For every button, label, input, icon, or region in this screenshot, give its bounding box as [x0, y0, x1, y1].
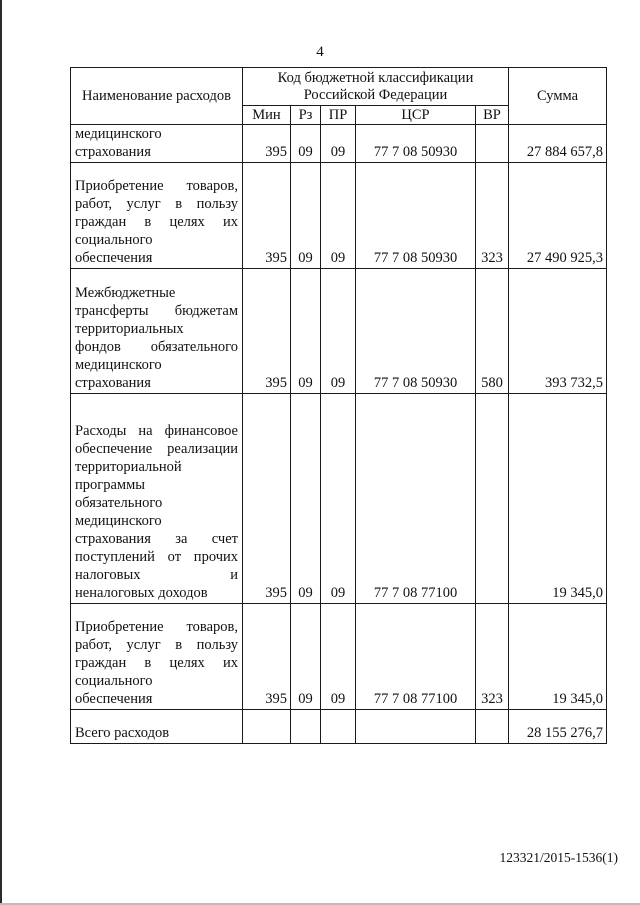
row-name	[71, 163, 243, 269]
table-row	[71, 163, 607, 269]
expenses-table	[70, 67, 607, 744]
row-name	[71, 394, 243, 604]
header-vr: ВР	[476, 106, 509, 125]
row-min: 395	[243, 163, 291, 269]
row-csr	[356, 710, 476, 744]
row-pr: 09	[321, 394, 356, 604]
row-csr: 77 7 08 77100	[356, 394, 476, 604]
row-name-line: обеспечения	[75, 691, 153, 707]
row-pr	[321, 710, 356, 744]
row-pr: 09	[321, 269, 356, 394]
row-rz	[291, 710, 321, 744]
row-csr: 77 7 08 50930	[356, 269, 476, 394]
row-name-line: Всего расходов	[75, 725, 170, 741]
row-min: 395	[243, 394, 291, 604]
row-name-line: налоговых и	[75, 567, 238, 583]
row-rz: 09	[291, 269, 321, 394]
row-name	[71, 710, 243, 744]
row-name-line: поступлений от прочих	[75, 549, 238, 565]
row-pr: 09	[321, 163, 356, 269]
row-name-line: граждан в целях их	[75, 214, 238, 230]
row-name	[71, 604, 243, 710]
row-pr: 09	[321, 125, 356, 163]
header-sum: Сумма	[509, 68, 607, 125]
row-name	[71, 269, 243, 394]
row-name-line: Межбюджетные	[75, 285, 176, 301]
header-min: Мин	[243, 106, 291, 125]
header-rz: Рз	[291, 106, 321, 125]
row-min: 395	[243, 269, 291, 394]
header-code-group	[243, 68, 509, 106]
row-name-line: страхования	[75, 144, 151, 160]
row-vr	[476, 710, 509, 744]
row-name-line: социального	[75, 232, 153, 248]
row-vr	[476, 394, 509, 604]
row-name-line: обеспечение реализации	[75, 441, 238, 457]
row-name-line: неналоговых доходов	[75, 585, 208, 601]
header-name: Наименование расходов	[71, 68, 243, 125]
row-sum: 19 345,0	[509, 604, 607, 710]
row-name	[71, 125, 243, 163]
table-row	[71, 394, 607, 604]
row-name-line: Приобретение товаров,	[75, 178, 238, 194]
row-name-line: территориальной	[75, 459, 182, 475]
row-name-line: территориальных	[75, 321, 184, 337]
header-code-line-1: Код бюджетной классификации	[277, 69, 474, 86]
row-pr: 09	[321, 604, 356, 710]
row-name-line: Приобретение товаров,	[75, 619, 238, 635]
table-row	[71, 269, 607, 394]
row-name-line: работ, услуг в пользу	[75, 196, 238, 212]
row-name-line: работ, услуг в пользу	[75, 637, 238, 653]
row-rz: 09	[291, 163, 321, 269]
page-number: 4	[316, 44, 324, 60]
row-name-line: обязательного	[75, 495, 163, 511]
table-row	[71, 125, 607, 163]
header-pr: ПР	[321, 106, 356, 125]
row-name-line: страхования за счет	[75, 531, 238, 547]
header-csr: ЦСР	[356, 106, 476, 125]
row-vr: 323	[476, 604, 509, 710]
row-name-line: медицинского	[75, 126, 162, 142]
scan-left-edge	[0, 0, 2, 905]
row-rz: 09	[291, 125, 321, 163]
table-row	[71, 710, 607, 744]
row-name-line: фондов обязательного	[75, 339, 238, 355]
row-rz: 09	[291, 604, 321, 710]
row-name-line: социального	[75, 673, 153, 689]
row-vr: 580	[476, 269, 509, 394]
row-name-line: медицинского	[75, 357, 162, 373]
row-sum: 393 732,5	[509, 269, 607, 394]
row-vr	[476, 125, 509, 163]
row-name-line: обеспечения	[75, 250, 153, 266]
row-name-line: Расходы на финансовое	[75, 423, 238, 439]
row-sum: 19 345,0	[509, 394, 607, 604]
row-csr: 77 7 08 77100	[356, 604, 476, 710]
document-code: 123321/2015-1536(1)	[499, 850, 618, 865]
row-name-line: граждан в целях их	[75, 655, 238, 671]
row-min: 395	[243, 604, 291, 710]
row-rz: 09	[291, 394, 321, 604]
row-sum: 28 155 276,7	[509, 710, 607, 744]
row-name-line: медицинского	[75, 513, 162, 529]
row-sum: 27 884 657,8	[509, 125, 607, 163]
row-vr: 323	[476, 163, 509, 269]
row-name-line: программы	[75, 477, 145, 493]
row-name-line: трансферты бюджетам	[75, 303, 238, 319]
row-csr: 77 7 08 50930	[356, 163, 476, 269]
row-min: 395	[243, 125, 291, 163]
row-sum: 27 490 925,3	[509, 163, 607, 269]
row-csr: 77 7 08 50930	[356, 125, 476, 163]
row-name-line: страхования	[75, 375, 151, 391]
header-code-line-2: Российской Федерации	[303, 86, 448, 103]
row-min	[243, 710, 291, 744]
table-row	[71, 604, 607, 710]
